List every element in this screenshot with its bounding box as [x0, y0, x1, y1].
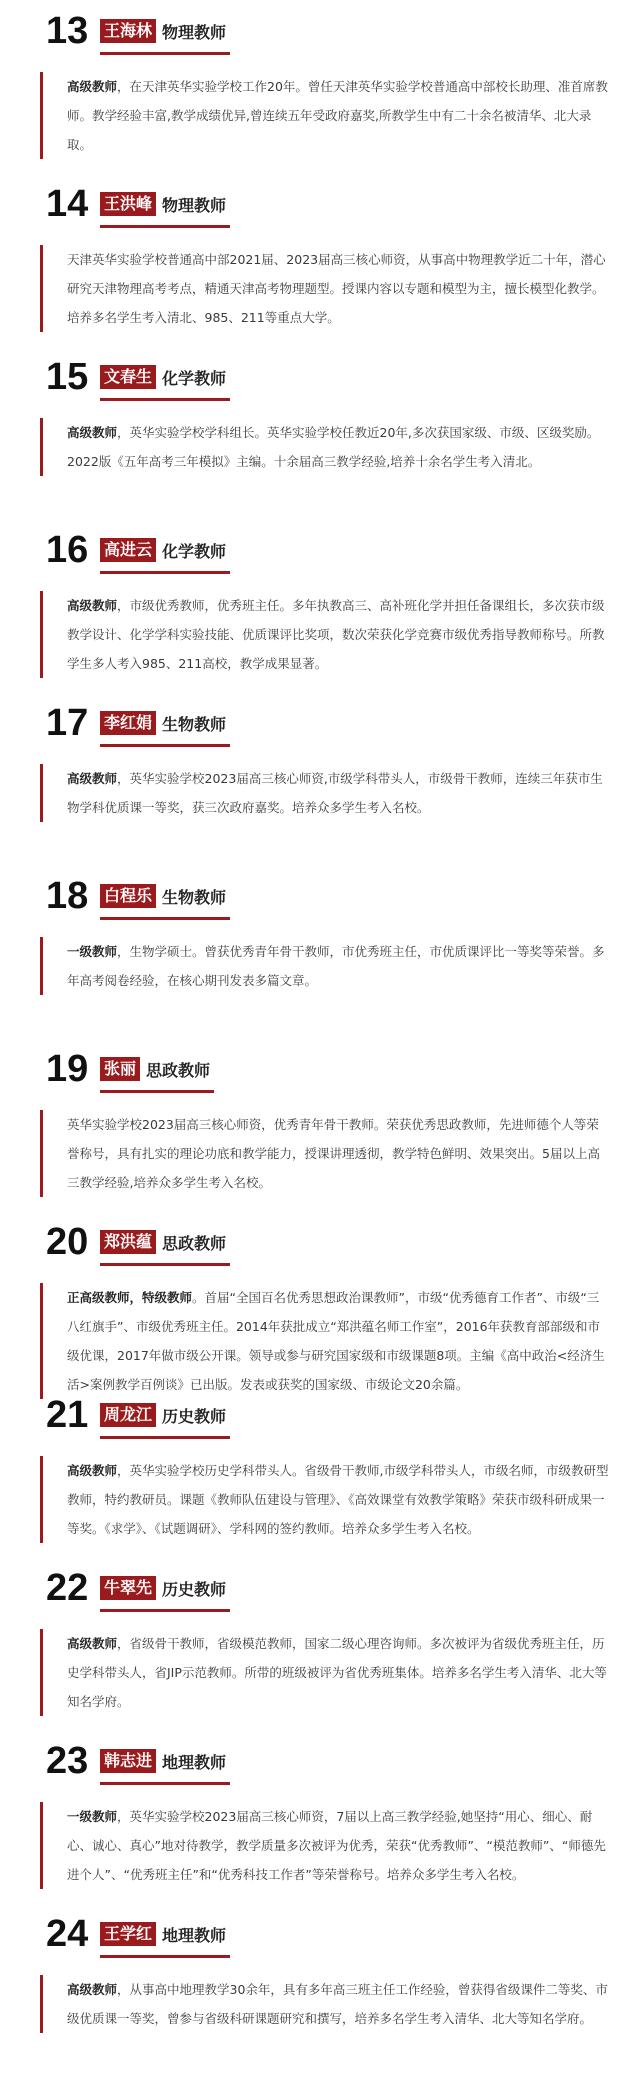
teacher-description	[40, 1975, 610, 2033]
teacher-header	[46, 1563, 226, 1613]
title-underline	[100, 398, 230, 401]
teacher-card	[0, 1563, 636, 1736]
title-underline	[100, 1782, 230, 1785]
teacher-bio: ，英华实验学校2023届高三核心师资,市级学科带头人，市级骨干教师，连续三年获市生物学科优质课一等奖，获三次政府嘉奖。培养众多学生考入名校。	[67, 771, 603, 815]
teacher-card	[0, 1390, 636, 1563]
teacher-number: 22	[46, 1567, 89, 1609]
teacher-name-badge: 周龙江	[100, 1403, 156, 1427]
teacher-name-badge: 高进云	[100, 538, 156, 562]
teacher-card	[0, 698, 636, 871]
teacher-title	[98, 1054, 210, 1084]
teacher-role: 思政教师	[162, 1233, 227, 1253]
teacher-bio: ，生物学硕士。曾获优秀青年骨干教师，市优秀班主任，市优质课评比一等奖等荣誉。多年高考阅卷经验，在核心期刊发表多篇文章。	[67, 944, 605, 988]
teacher-number: 17	[46, 702, 89, 744]
teacher-name-badge: 王学红	[100, 1922, 156, 1946]
teacher-number: 24	[46, 1913, 89, 1955]
teacher-role: 地理教师	[162, 1925, 227, 1945]
teacher-header	[46, 179, 226, 229]
teacher-header	[46, 1909, 226, 1959]
teacher-role: 历史教师	[162, 1579, 227, 1599]
teacher-title	[98, 1746, 226, 1776]
teacher-number: 18	[46, 875, 89, 917]
title-underline	[100, 744, 230, 747]
teacher-name-badge: 王海林	[100, 19, 156, 43]
teacher-title	[98, 362, 226, 392]
teacher-role: 地理教师	[162, 1752, 227, 1772]
teacher-bio: ，省级骨干教师，省级模范教师，国家二级心理咨询师。多次被评为省级优秀班主任，历史学科带头人，省JIP示范教师。所带的班级被评为省优秀班集体。培养多名学生考入清华、北大等知名学府。	[67, 1636, 607, 1709]
teacher-header	[46, 871, 226, 921]
teacher-description	[40, 591, 610, 678]
teacher-bio: ，英华实验学校2023届高三核心师资，7届以上高三教学经验,她坚持“用心、细心、耐心、诚心、真心”地对待教学，教学质量多次被评为优秀，荣获“优秀教师”、“模范教师”、“师德先进个人”、“优秀班主任”和“优秀科技工作者”等荣誉称号。培养众多学生考入名校。	[67, 1809, 606, 1882]
title-underline	[100, 1436, 230, 1439]
title-underline	[100, 225, 230, 228]
teacher-number: 13	[46, 10, 89, 52]
teacher-card	[0, 871, 636, 1044]
title-underline	[100, 1263, 230, 1266]
teacher-name-badge: 牛翠先	[100, 1576, 156, 1600]
teacher-number: 19	[46, 1048, 89, 1090]
teacher-description	[40, 72, 610, 159]
teacher-name-badge: 韩志进	[100, 1749, 156, 1773]
teacher-role: 思政教师	[146, 1060, 211, 1080]
teacher-name-badge: 张丽	[100, 1057, 140, 1081]
teacher-header	[46, 6, 226, 56]
teacher-rank: 高级教师	[67, 771, 118, 786]
teacher-card	[0, 352, 636, 525]
teacher-rank: 高级教师	[67, 598, 118, 613]
teacher-header	[46, 1390, 226, 1440]
teacher-name-badge: 文春生	[100, 365, 156, 389]
title-underline	[100, 1955, 230, 1958]
teacher-description	[40, 1802, 610, 1889]
teacher-role: 历史教师	[162, 1406, 227, 1426]
teacher-header	[46, 525, 226, 575]
teacher-title	[98, 1573, 226, 1603]
teacher-description	[40, 418, 610, 476]
teacher-bio: ，英华实验学校历史学科带头人。省级骨干教师,市级学科带头人，市级名师，市级教研型教师，特约教研员。课题《教师队伍建设与管理》、《高效课堂有效教学策略》荣获市级科研成果一等奖。《求学》、《试题调研》、学科网的签约教师。培养众多学生考入名校。	[67, 1463, 609, 1536]
teacher-number: 14	[46, 183, 89, 225]
teacher-rank: 一级教师	[67, 944, 118, 959]
teacher-role: 化学教师	[162, 541, 227, 561]
teacher-rank: 高级教师	[67, 1463, 118, 1478]
teacher-description	[40, 245, 610, 332]
teacher-number: 20	[46, 1221, 89, 1263]
teacher-card	[0, 6, 636, 179]
teacher-description	[40, 1110, 610, 1197]
teacher-bio: 。首届“全国百名优秀思想政治课教师”，市级“优秀德育工作者”、市级“三八红旗手”、市级优秀班主任。2014年获批成立“郑洪蕴名师工作室”，2016年获教育部部级和市级优课，2017年做市级公开课。领导或参与研究国家级和市级课题8项。主编《高中政治<经济生活>案例教学百例谈》已出版。发表或获奖的国家级、市级论文20余篇。	[67, 1290, 605, 1392]
teacher-description	[40, 764, 610, 822]
teacher-bio: ，在天津英华实验学校工作20年。曾任天津英华实验学校普通高中部校长助理、准首席教师。教学经验丰富,教学成绩优异,曾连续五年受政府嘉奖,所教学生中有二十余名被清华、北大录取。	[67, 79, 608, 152]
teacher-card	[0, 1909, 636, 2082]
teacher-card	[0, 1217, 636, 1390]
teacher-role: 化学教师	[162, 368, 227, 388]
teacher-title	[98, 16, 226, 46]
teacher-name-badge: 李红娟	[100, 711, 156, 735]
teacher-rank: 一级教师	[67, 1809, 118, 1824]
teacher-title	[98, 708, 226, 738]
title-underline	[100, 1090, 214, 1093]
teacher-header	[46, 698, 226, 748]
teacher-rank: 正高级教师，特级教师	[67, 1290, 193, 1305]
teacher-role: 生物教师	[162, 714, 227, 734]
teacher-header	[46, 1736, 226, 1786]
teacher-role: 生物教师	[162, 887, 227, 907]
title-underline	[100, 571, 230, 574]
teacher-name-badge: 王洪峰	[100, 192, 156, 216]
title-underline	[100, 917, 230, 920]
teacher-role: 物理教师	[162, 195, 227, 215]
teacher-role: 物理教师	[162, 22, 227, 42]
teacher-description	[40, 1629, 610, 1716]
teacher-bio: ，英华实验学校学科组长。英华实验学校任教近20年,多次获国家级、市级、区级奖励。2022版《五年高考三年模拟》主编。十余届高三教学经验,培养十余名学生考入清北。	[67, 425, 600, 469]
teacher-card	[0, 525, 636, 698]
teacher-title	[98, 1227, 226, 1257]
title-underline	[100, 1609, 230, 1612]
teacher-bio: 天津英华实验学校普通高中部2021届、2023届高三核心师资，从事高中物理教学近二十年，潜心研究天津物理高考考点，精通天津高考物理题型。授课内容以专题和模型为主，擅长模型化教学。培养多名学生考入清北、985、211等重点大学。	[67, 252, 606, 325]
teacher-number: 15	[46, 356, 89, 398]
teacher-header	[46, 352, 226, 402]
teacher-name-badge: 郑洪蕴	[100, 1230, 156, 1254]
teacher-card	[0, 179, 636, 352]
teacher-rank: 高级教师	[67, 1636, 118, 1651]
teacher-number: 23	[46, 1740, 89, 1782]
teacher-name-badge: 白程乐	[100, 884, 156, 908]
teacher-bio: 英华实验学校2023届高三核心师资，优秀青年骨干教师。荣获优秀思政教师，先进师德个人等荣誉称号，具有扎实的理论功底和教学能力，授课讲理透彻，教学特色鲜明、效果突出。5届以上高三教学经验,培养众多学生考入名校。	[67, 1117, 600, 1190]
teacher-number: 16	[46, 529, 89, 571]
teacher-rank: 高级教师	[67, 79, 118, 94]
teacher-header	[46, 1217, 226, 1267]
teacher-bio: ，市级优秀教师，优秀班主任。多年执教高三、高补班化学并担任备课组长，多次获市级教学设计、化学学科实验技能、优质课评比奖项，数次荣获化学竞赛市级优秀指导教师称号。所教学生多人考入985、211高校，教学成果显著。	[67, 598, 605, 671]
teacher-card	[0, 1736, 636, 1909]
title-underline	[100, 52, 230, 55]
teacher-card	[0, 1044, 636, 1217]
teacher-description	[40, 937, 610, 995]
teacher-description	[40, 1456, 610, 1543]
teacher-number: 21	[46, 1394, 89, 1436]
teacher-rank: 高级教师	[67, 425, 118, 440]
teacher-title	[98, 535, 226, 565]
teacher-bio: ，从事高中地理教学30余年，具有多年高三班主任工作经验，曾获得省级课件二等奖、市级优质课一等奖，曾参与省级科研课题研究和撰写，培养多名学生考入清华、北大等知名学府。	[67, 1982, 608, 2026]
teacher-description	[40, 1283, 610, 1399]
teacher-header	[46, 1044, 210, 1094]
teacher-title	[98, 1919, 226, 1949]
teacher-title	[98, 881, 226, 911]
teacher-title	[98, 189, 226, 219]
teacher-rank: 高级教师	[67, 1982, 118, 1997]
teacher-title	[98, 1400, 226, 1430]
